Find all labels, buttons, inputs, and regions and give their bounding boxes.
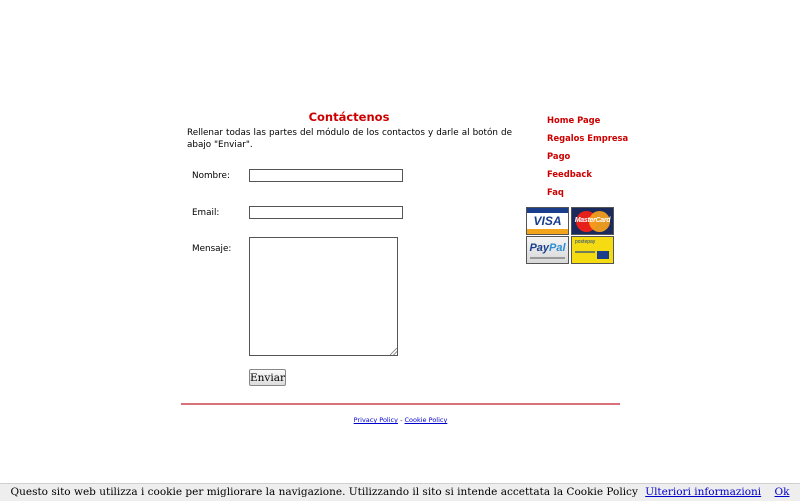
submit-button[interactable]: Enviar	[249, 369, 286, 386]
name-input[interactable]	[249, 169, 403, 182]
nav-item-faq[interactable]: Faq	[547, 187, 564, 197]
email-label: Email:	[192, 208, 220, 218]
cookie-message: Questo sito web utilizza i cookie per migliorare la navigazione. Utilizzando il sito si intende accettata la Cookie Policy	[10, 486, 638, 498]
postepay-logo-icon	[571, 236, 614, 264]
nav-item-regalos-empresa[interactable]: Regalos Empresa	[547, 133, 629, 143]
footer-separator: -	[400, 416, 403, 424]
cookie-more-info-link[interactable]: Ulteriori informazioni	[645, 486, 762, 498]
nav-item-pago[interactable]: Pago	[547, 151, 571, 161]
postepay-logo-text: postepay	[575, 239, 596, 245]
paypal-logo-icon	[526, 236, 569, 264]
privacy-policy-link[interactable]: Privacy Policy	[353, 416, 398, 424]
nav-item-home-page[interactable]: Home Page	[547, 115, 601, 125]
paypal-logo-text-b: Pal	[549, 242, 566, 254]
mastercard-logo-icon	[571, 207, 614, 235]
footer-divider	[181, 403, 620, 405]
visa-logo-text: VISA	[533, 214, 562, 228]
cookie-banner	[0, 483, 800, 501]
cookie-policy-link[interactable]: Cookie Policy	[404, 416, 448, 424]
footer-links	[181, 416, 620, 424]
visa-logo-icon	[526, 207, 569, 235]
email-input[interactable]	[249, 206, 403, 219]
mastercard-logo-text: MasterCard	[574, 217, 611, 224]
form-intro-text: Rellenar todas las partes del módulo de los contactos y darle al botón de abajo "Enviar".	[187, 128, 512, 150]
name-label: Nombre:	[192, 171, 230, 181]
nav-item-feedback[interactable]: Feedback	[547, 169, 592, 179]
page-title: Contáctenos	[308, 110, 390, 124]
cookie-ok-button[interactable]: Ok	[774, 486, 790, 498]
message-label: Mensaje:	[192, 244, 232, 254]
message-textarea[interactable]	[249, 237, 398, 356]
paypal-logo-text-a: Pay	[529, 242, 550, 254]
